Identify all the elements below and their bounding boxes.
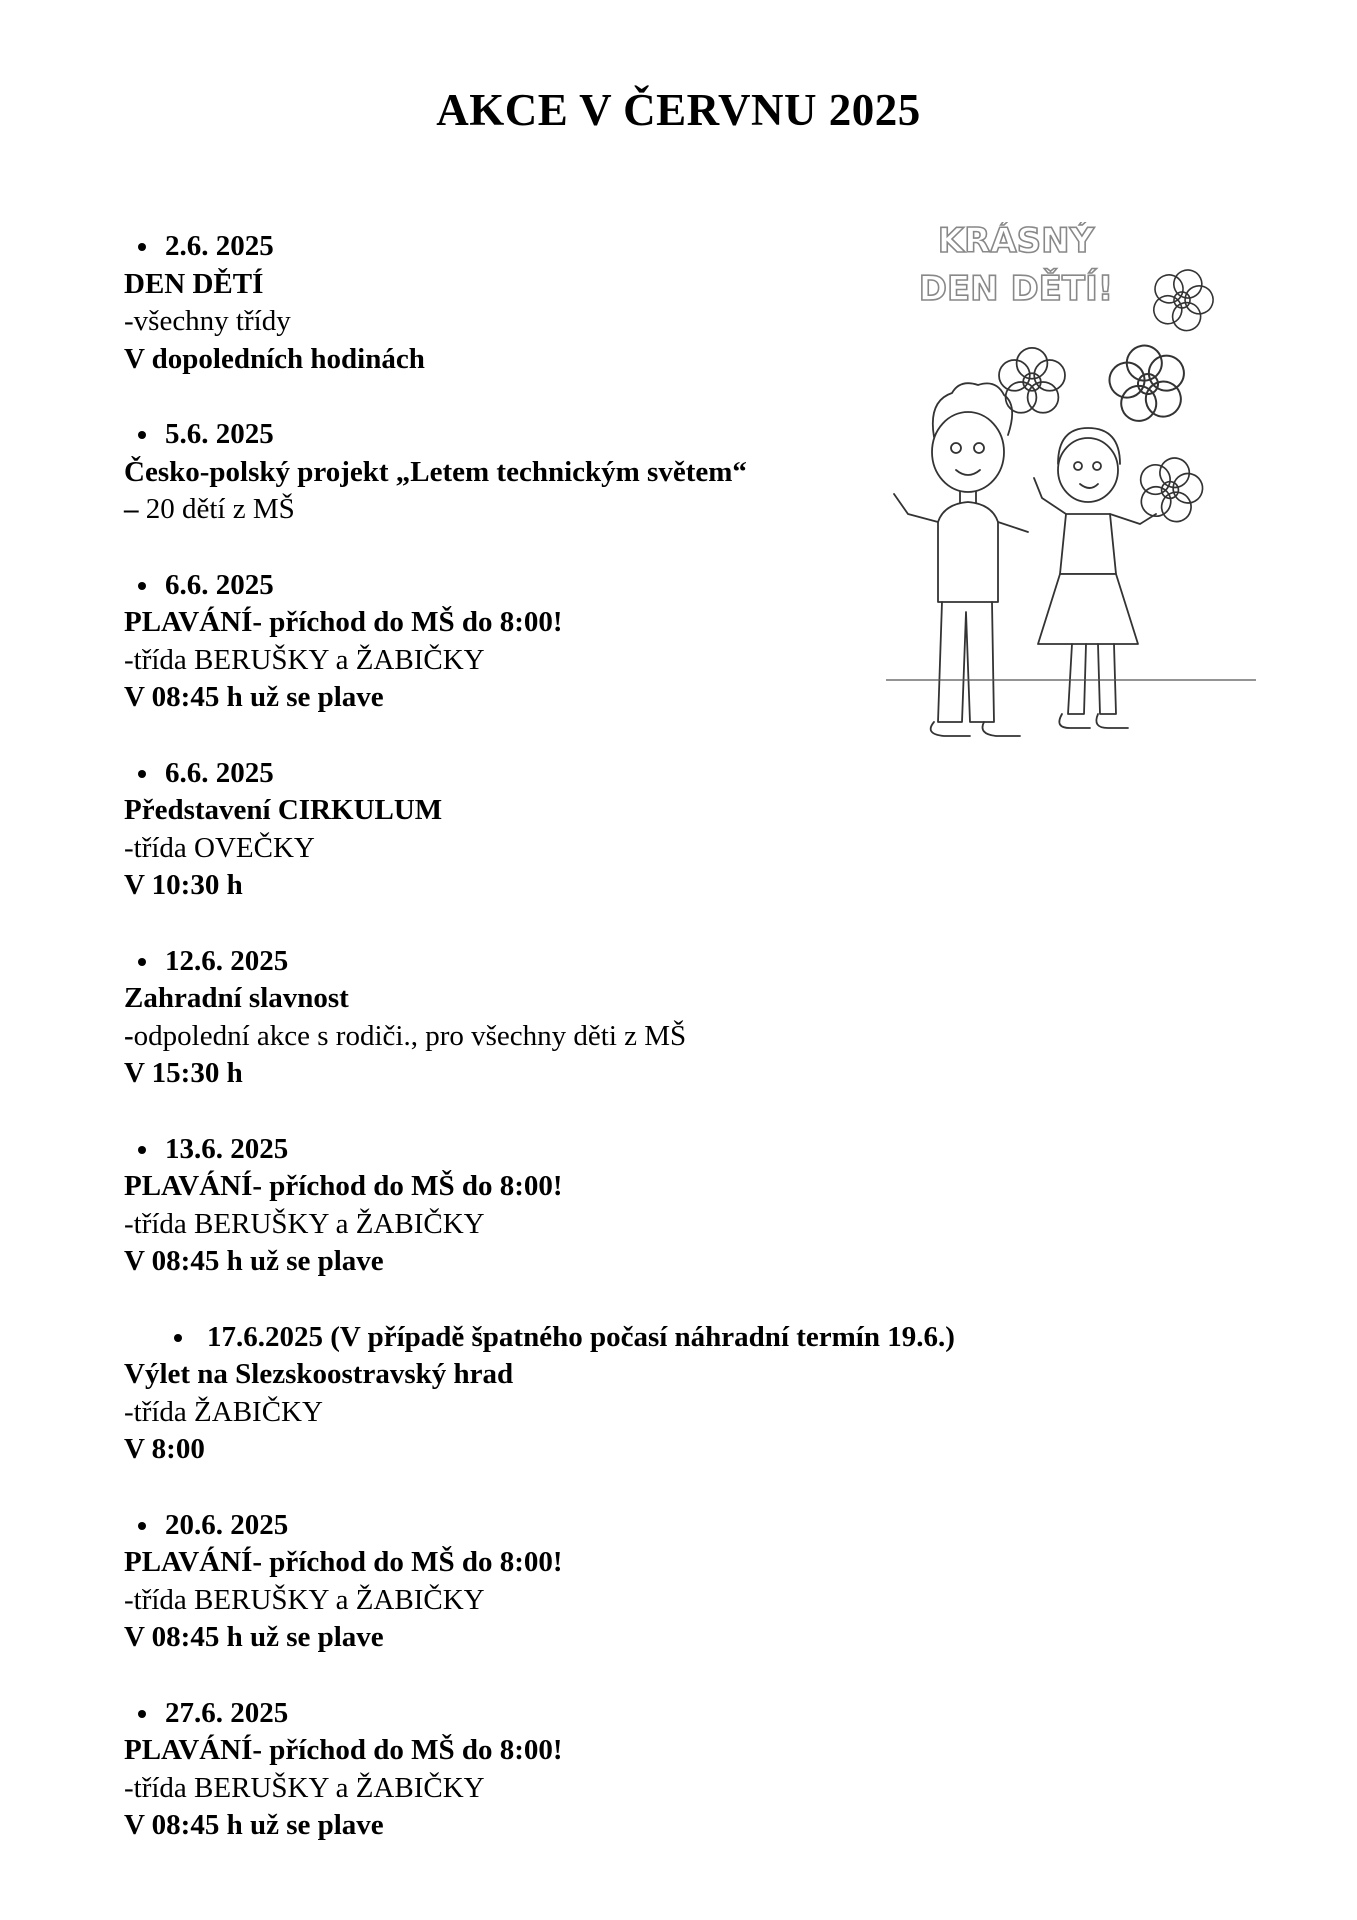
illustration-heading-2: DEN DĚTÍ! — [918, 269, 1114, 309]
bullet-icon — [138, 431, 146, 439]
bullet-icon — [138, 582, 146, 590]
event-time: V 08:45 h už se plave — [124, 681, 384, 713]
event-time: V 8:00 — [124, 1433, 205, 1465]
event-group: -třída OVEČKY — [124, 831, 315, 864]
event-date: 6.6. 2025 — [124, 755, 1274, 793]
event-time: V 10:30 h — [124, 869, 243, 901]
event-group-prefix: - — [124, 1019, 134, 1052]
event-group: -třída BERUŠKY a ŽABIČKY — [124, 643, 485, 676]
event-name: PLAVÁNÍ- příchod do MŠ do 8:00! — [124, 1170, 563, 1202]
event-date: 27.6. 2025 — [124, 1695, 1274, 1733]
bullet-icon — [138, 1710, 146, 1718]
event-group: -třída ŽABIČKY — [124, 1395, 323, 1428]
event-date: 6.6. 2025 — [124, 567, 1274, 605]
event-date: 20.6. 2025 — [124, 1507, 1274, 1545]
event-time: V dopoledních hodinách — [124, 342, 425, 375]
bullet-icon — [138, 243, 146, 251]
children-flowers-coloring-icon — [876, 222, 1266, 742]
page-title: AKCE V ČERVNU 2025 — [436, 85, 921, 135]
bullet-icon — [138, 1146, 146, 1154]
event-item — [124, 1319, 1274, 1469]
event-name: PLAVÁNÍ- příchod do MŠ do 8:00! — [124, 606, 563, 638]
event-date: 17.6.2025 (V případě špatného počasí náhradní termín 19.6.) — [124, 1319, 1274, 1357]
event-group: -třída BERUŠKY a ŽABIČKY — [124, 1207, 485, 1240]
event-time: V 08:45 h už se plave — [124, 1245, 384, 1277]
event-group: -třída BERUŠKY a ŽABIČKY — [124, 1771, 485, 1804]
bullet-icon — [174, 1334, 182, 1342]
event-name: PLAVÁNÍ- příchod do MŠ do 8:00! — [124, 1734, 563, 1766]
bullet-icon — [138, 958, 146, 966]
event-time: V 08:45 h už se plave — [124, 1621, 384, 1653]
event-item — [124, 1507, 1274, 1657]
event-name: PLAVÁNÍ- příchod do MŠ do 8:00! — [124, 1546, 563, 1578]
event-group: – 20 dětí z MŠ — [124, 493, 295, 525]
event-time: V 15:30 h — [124, 1057, 243, 1089]
bullet-icon — [138, 1522, 146, 1530]
illustration-heading-1: KRÁSNÝ — [937, 222, 1095, 261]
event-name: Česko-polský projekt „Letem technickým světem“ — [124, 455, 747, 488]
event-name: Zahradní slavnost — [124, 982, 349, 1014]
event-name: Představení CIRKULUM — [124, 794, 443, 826]
event-name: Výlet na Slezskoostravský hrad — [124, 1358, 514, 1390]
event-item — [124, 1131, 1274, 1281]
event-date: 13.6. 2025 — [124, 1131, 1274, 1169]
event-item — [124, 943, 1274, 1093]
event-group: -třída BERUŠKY a ŽABIČKY — [124, 1583, 485, 1616]
event-item — [124, 755, 1274, 905]
event-group-prefix: – — [124, 493, 139, 525]
event-name: DEN DĚTÍ — [124, 267, 264, 300]
event-item — [124, 1695, 1274, 1845]
event-date: 5.6. 2025 — [124, 416, 1274, 454]
event-date: 2.6. 2025 — [124, 228, 1274, 266]
event-time: V 08:45 h už se plave — [124, 1809, 384, 1841]
event-group: -všechny třídy — [124, 305, 291, 337]
event-date: 12.6. 2025 — [124, 943, 1274, 981]
event-group: -odpolední akce s rodiči., pro všechny děti z MŠ — [124, 1019, 687, 1052]
bullet-icon — [138, 770, 146, 778]
